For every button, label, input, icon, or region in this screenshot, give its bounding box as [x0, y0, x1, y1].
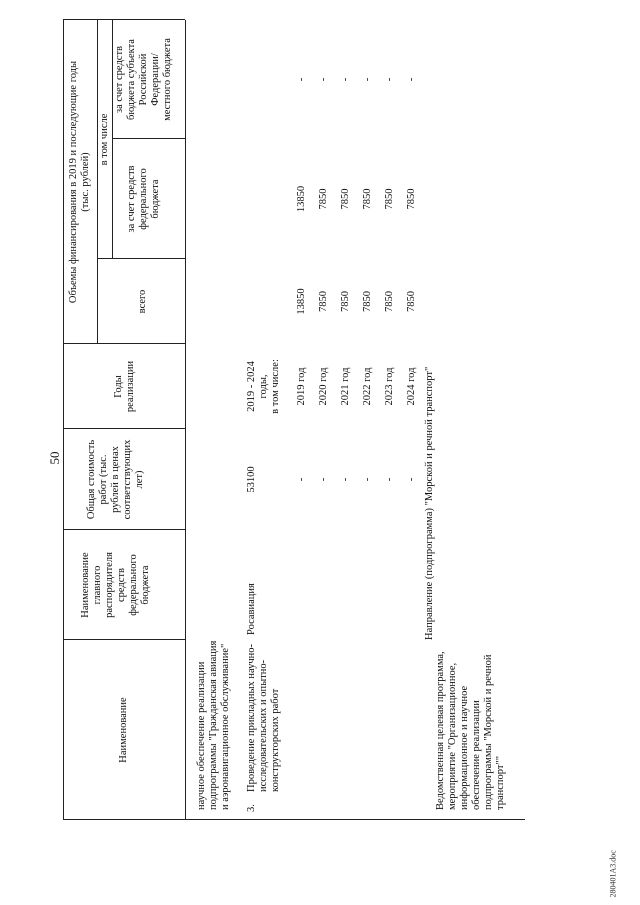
row-cost: - [362, 477, 373, 482]
row-federal: 7850 [362, 188, 373, 210]
file-name: 280401A3.doc [608, 850, 618, 898]
row-federal: 13850 [296, 185, 307, 213]
row-federal: 7850 [384, 188, 395, 210]
page-number: 50 [47, 451, 62, 465]
header-distributor: Наименование главного распорядителя средств федерального бюджета [80, 552, 151, 618]
row-federal: 7850 [340, 188, 351, 210]
row-total: 7850 [384, 291, 395, 312]
item-distributor: Росавиация [246, 583, 257, 635]
row-federal: 7850 [318, 188, 329, 210]
header-bottom-border [185, 20, 186, 820]
row-regional: - [362, 77, 373, 82]
row-year: 2023 год [384, 367, 395, 406]
item-years-head: 2019 - 2024 годы, в том числе: [246, 359, 281, 414]
item-total-cost: 53100 [246, 466, 257, 493]
row-year: 2020 год [318, 367, 329, 406]
header-regional: за счет средств бюджета субъекта Российской Федерации/ местного бюджета [114, 38, 173, 121]
table-top-border [63, 20, 64, 820]
row-regional: - [318, 77, 329, 82]
row-federal: 7850 [406, 188, 417, 210]
row-year: 2019 год [296, 367, 307, 406]
header-total: всего [137, 289, 148, 314]
row-regional: - [384, 77, 395, 82]
header-total-cost: Общая стоимость работ (тыс. рублей в ценах соответствующих лет) [86, 439, 145, 520]
header-federal: за счет средств федерального бюджета [126, 165, 161, 233]
incl-divider [112, 20, 113, 259]
header-incl: в том числе [99, 113, 110, 166]
item-number: 3. [246, 804, 257, 812]
row-cost: - [296, 477, 307, 482]
item-name: Проведение прикладных научно- исследовательских и опытно- конструкторских работ [246, 643, 281, 792]
row-cost: - [318, 477, 329, 482]
row-regional: - [296, 77, 307, 82]
row-regional: - [406, 77, 417, 82]
row-total: 7850 [406, 291, 417, 312]
row-year: 2022 год [362, 367, 373, 406]
header-funding: Объемы финансирования в 2019 и последующие годы (тыс. рублей) [68, 60, 91, 304]
row-year: 2021 год [340, 367, 351, 406]
row-total: 7850 [318, 291, 329, 312]
row-total: 7850 [362, 291, 373, 312]
row-regional: - [340, 77, 351, 82]
body-left-border [185, 819, 525, 820]
row-cost: - [384, 477, 395, 482]
row-cost: - [340, 477, 351, 482]
funding-divider [97, 20, 98, 344]
program-text: Ведомственная целевая программа, мероприятие "Организационное, информационное и научное обеспечение реализации подпрограммы "Морской и речной транспорт"" [435, 651, 506, 810]
header-years: Годы реализации [113, 360, 136, 413]
header-name: Наименование [118, 697, 129, 763]
continuation-text: научное обеспечение реализации подпрограммы "Гражданская авиация и аэронавигационное обслуживание" [196, 640, 231, 810]
row-total: 7850 [340, 291, 351, 312]
row-year: 2024 год [406, 367, 417, 406]
row-total: 13850 [296, 288, 307, 315]
row-cost: - [406, 477, 417, 482]
section-title: Направление (подпрограмма) "Морской и речной транспорт" [424, 366, 435, 640]
